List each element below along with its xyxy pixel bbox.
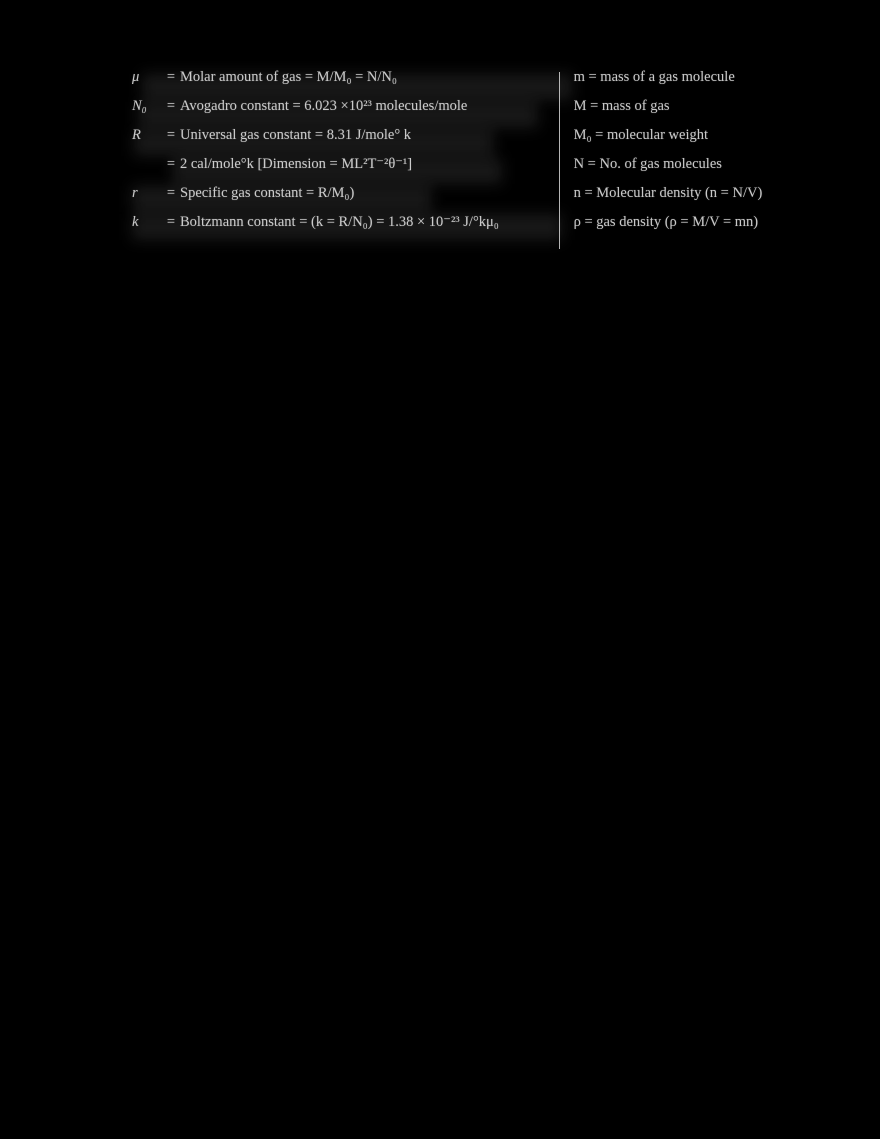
notation-row: M = mass of gas bbox=[573, 98, 670, 114]
notation-symbol: R bbox=[132, 127, 141, 143]
notation-row bbox=[132, 70, 559, 99]
notation-symbol: N₀ bbox=[132, 98, 147, 114]
notation-row: m = mass of a gas molecule bbox=[573, 69, 735, 85]
notation-row: M₀ = molecular weight bbox=[573, 127, 709, 143]
notation-symbol: μ bbox=[132, 69, 140, 85]
notation-row bbox=[132, 157, 559, 186]
notation-row: N = No. of gas molecules bbox=[573, 156, 722, 172]
notation-left-column bbox=[132, 70, 559, 255]
notation-description: Universal gas constant = 8.31 J/mole° k bbox=[180, 127, 412, 143]
notation-description: Boltzmann constant = (k = R/N₀) = 1.38 × 10⁻²³ J/°kμ₀ bbox=[180, 214, 499, 230]
notation-equals: = bbox=[166, 127, 176, 143]
notation-row bbox=[132, 128, 559, 157]
notation-description: 2 cal/mole°k [Dimension = ML²T⁻²θ⁻¹] bbox=[180, 156, 413, 172]
notation-right-column bbox=[560, 70, 772, 255]
notation-description: Specific gas constant = R/M₀) bbox=[180, 185, 355, 201]
notation-equals: = bbox=[166, 98, 176, 114]
notation-equals: = bbox=[166, 214, 176, 230]
notation-description: Molar amount of gas = M/M₀ = N/N₀ bbox=[180, 69, 397, 85]
notation-equals: = bbox=[166, 156, 176, 172]
notation-row bbox=[132, 99, 559, 128]
notation-symbol: r bbox=[132, 185, 138, 201]
notation-row bbox=[132, 186, 559, 215]
notation-row bbox=[132, 215, 559, 244]
notation-row: ρ = gas density (ρ = M/V = mn) bbox=[573, 214, 759, 230]
notation-equals: = bbox=[166, 69, 176, 85]
notation-block bbox=[132, 70, 772, 255]
notation-equals: = bbox=[166, 185, 176, 201]
notation-symbol: k bbox=[132, 214, 139, 230]
notation-description: Avogadro constant = 6.023 ×10²³ molecules/mole bbox=[180, 98, 468, 114]
notation-row: n = Molecular density (n = N/V) bbox=[573, 185, 763, 201]
